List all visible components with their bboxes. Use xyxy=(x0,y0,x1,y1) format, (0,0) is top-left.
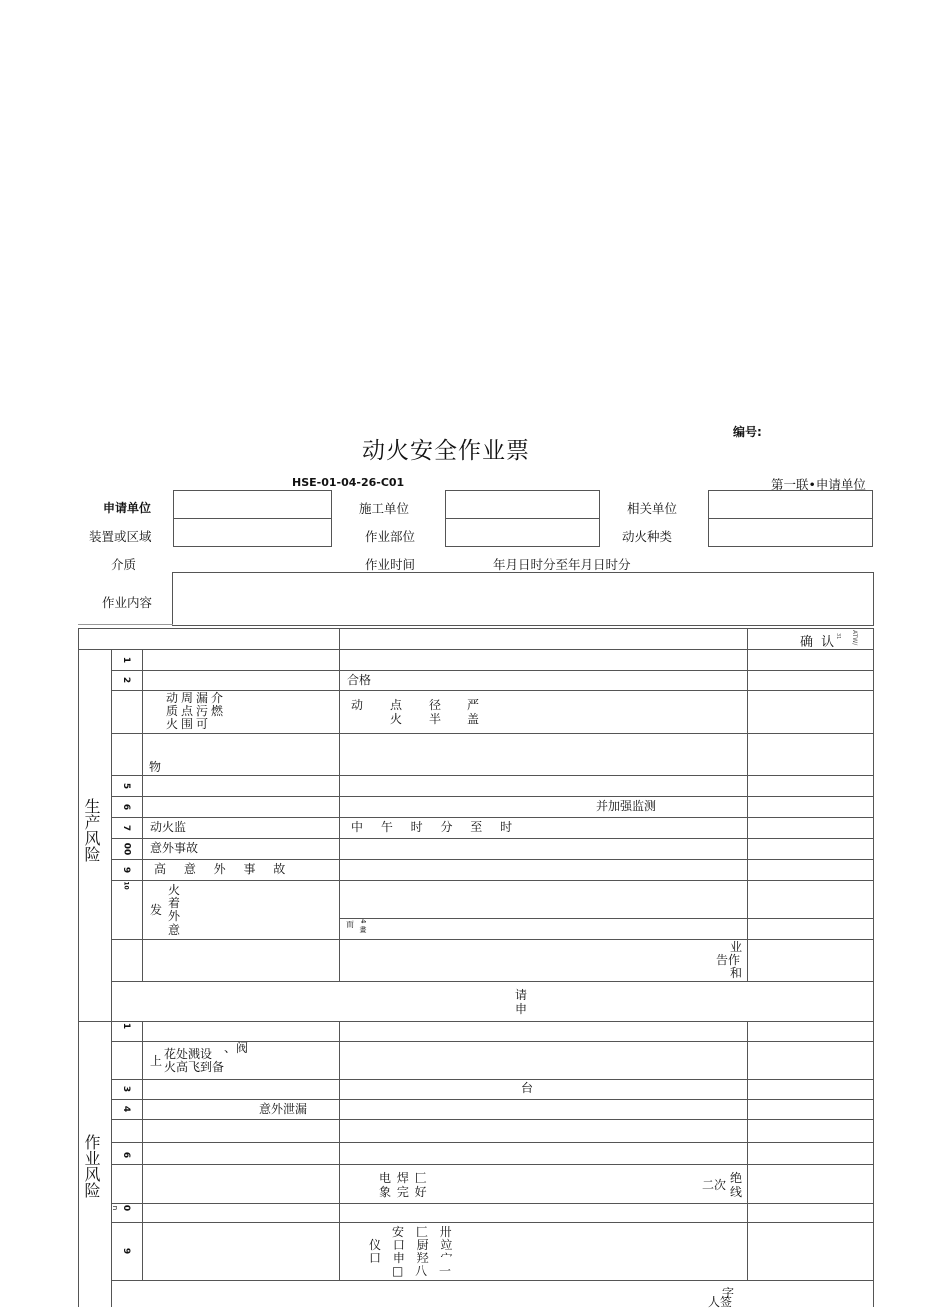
s2-row-10-text-a: 字 xyxy=(722,1286,735,1300)
row-3-hazard-line-1: 动周漏介 xyxy=(166,691,227,705)
row-10-hazard-c: 着 xyxy=(168,896,181,910)
row-number: 0 xyxy=(120,1204,131,1212)
row-3-measure-6: 半 xyxy=(429,712,442,726)
time-range-value: 年月日时分至年月日时分 xyxy=(493,557,631,572)
row-number: 5 xyxy=(120,782,131,789)
confirm-header-small-2: 31 xyxy=(835,633,841,640)
applicant-unit-label: 申请单位 xyxy=(103,501,152,515)
row-3-measure-4: 严 xyxy=(467,698,480,712)
row-7-measure: 中 午 时 分 至 时 xyxy=(351,820,513,834)
s2-row-9-measure-d: □ 八 一 xyxy=(392,1264,451,1278)
device-area-label: 装置或区域 xyxy=(89,529,152,544)
medium-label: 介质 xyxy=(111,557,137,572)
work-content-label: 作业内容 xyxy=(102,595,153,610)
row-8-hazard: 意外事故 xyxy=(150,841,199,855)
document-number-label: 编号: xyxy=(733,425,762,439)
s2-row-4-hazard: 意外泄漏 xyxy=(259,1102,308,1116)
row-10-hazard-b: 火 xyxy=(168,883,181,897)
row-number: 9 xyxy=(120,866,131,873)
row-9-hazard: 高 意 外 事 故 xyxy=(154,862,286,876)
row-number: 3 xyxy=(120,1085,131,1093)
s2-row-9-measure-b: 仪 口 厨 竝 xyxy=(369,1238,453,1252)
row-3-measure-5: 火 xyxy=(390,712,403,726)
row-3-hazard-line-2: 质点污燃 xyxy=(166,704,227,718)
row-number: 10 xyxy=(122,881,130,890)
row-number: 7 xyxy=(120,824,131,831)
confirm-header-small: ATW/ xyxy=(851,630,858,646)
row-10-hazard-e: 意 xyxy=(168,923,181,937)
row-3-hazard-line-3: 火围可 xyxy=(166,717,212,731)
row-12-text-a: 请 xyxy=(515,988,528,1002)
row-number: 9 xyxy=(120,1247,131,1255)
row-number: 6 xyxy=(120,803,131,810)
s2-row-10-text-b: 人签 xyxy=(708,1295,733,1309)
s2-row-7-measure-e: 线 xyxy=(730,1185,743,1199)
row-12-text-b: 申 xyxy=(515,1002,528,1016)
document-code: HSE-01-04-26-C01 xyxy=(292,476,405,489)
s2-row-2-text-d: 、阀 xyxy=(224,1041,249,1055)
row-2-measure: 合格 xyxy=(347,673,372,687)
copy-label: 第一联•申请单位 xyxy=(771,477,866,492)
s2-row-2-text-c: 火高飞到备 xyxy=(164,1060,225,1074)
s2-row-2-text-a: 上 xyxy=(150,1054,163,1068)
row-3-measure-3: 径 xyxy=(429,698,442,712)
s2-row-9-measure-a: 安 匚 卅 xyxy=(392,1225,452,1239)
row-number: 2 xyxy=(120,676,131,684)
s2-row-2-text-b: 花处溅设 xyxy=(164,1047,213,1061)
construction-unit-label: 施工单位 xyxy=(359,501,410,516)
row-3-measure-1: 动 xyxy=(351,698,364,712)
fire-type-label: 动火种类 xyxy=(622,529,673,544)
s2-row-7-measure-a: 电 焊 匚 xyxy=(379,1171,427,1185)
work-content-field[interactable] xyxy=(172,572,874,626)
section-work-risk-label: 作业风险 xyxy=(82,1134,101,1198)
row-number: 6 xyxy=(120,1151,131,1159)
row-11-measure-c: 和 xyxy=(730,966,743,980)
row-7-hazard: 动火监 xyxy=(150,820,187,834)
row-number-sub: n xyxy=(111,1205,120,1211)
related-unit-label: 相关单位 xyxy=(627,501,678,516)
s2-row-9-measure-c: 口 申 羟 宀 xyxy=(369,1251,453,1265)
s2-row-7-measure-d: 绝 xyxy=(730,1171,743,1185)
row-10-small-mark: 而 xyxy=(346,920,354,929)
work-time-label: 作业时间 xyxy=(365,557,416,572)
section-production-risk-label: 生产风险 xyxy=(82,798,101,862)
row-number: 1 xyxy=(120,656,131,663)
s2-row-7-measure-b: 象 完 好 xyxy=(379,1185,427,1199)
s2-row-7-measure-c: 二次 xyxy=(702,1178,727,1192)
row-number: 1 xyxy=(120,1022,131,1030)
row-10-hazard-d: 外 xyxy=(168,909,181,923)
row-6-measure: 并加强监测 xyxy=(596,799,657,813)
row-11-measure-a: 业 xyxy=(730,940,743,954)
work-part-label: 作业部位 xyxy=(365,529,416,544)
row-4-hazard: 物 xyxy=(149,760,162,774)
row-10-small-mark-2: 4 畫 xyxy=(359,919,367,933)
confirm-header: 确 认 xyxy=(800,635,837,650)
row-number: 00 xyxy=(121,842,131,855)
row-number: 4 xyxy=(120,1105,131,1113)
page-title: 动火安全作业票 xyxy=(362,438,530,464)
row-10-hazard-a: 发 xyxy=(150,903,163,917)
row-3-measure-2: 点 xyxy=(390,698,403,712)
s2-row-3-measure: 台 xyxy=(521,1081,534,1095)
row-3-measure-7: 盖 xyxy=(467,712,480,726)
row-11-measure-b: 告作 xyxy=(716,953,741,967)
